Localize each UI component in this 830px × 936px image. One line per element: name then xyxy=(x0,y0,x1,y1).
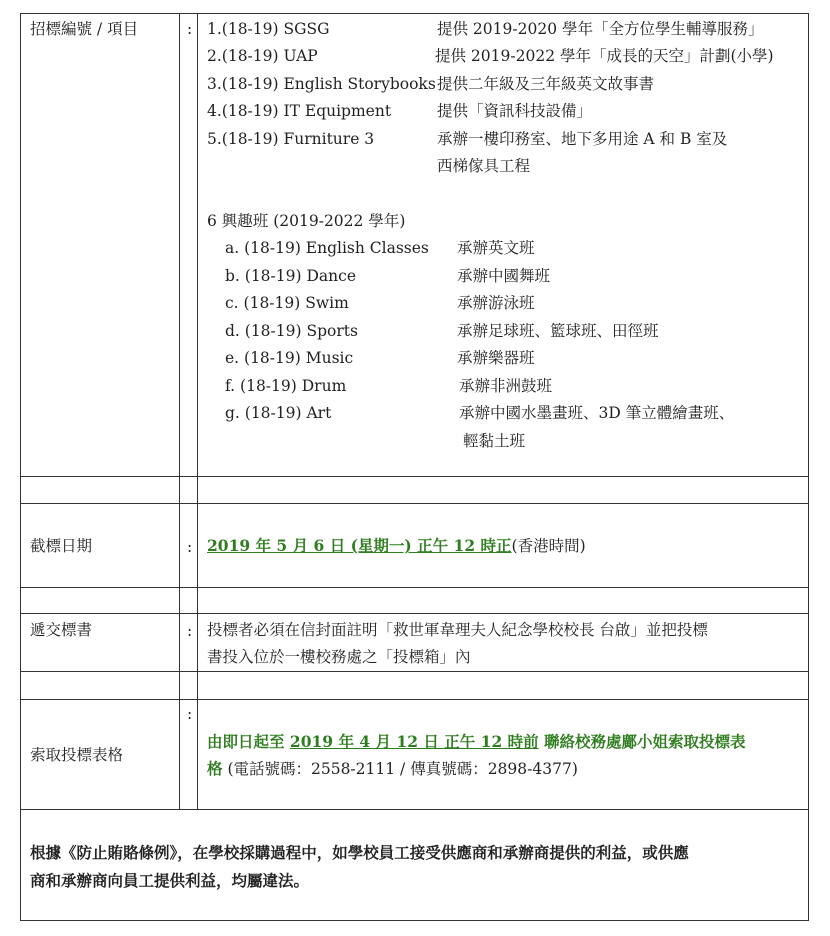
item-desc: 承辦一樓印務室、地下多用途 A 和 B 室及 xyxy=(437,130,728,148)
item-desc-continued: 西梯傢具工程 xyxy=(437,157,531,175)
deadline-colon: : xyxy=(187,538,193,556)
deadline-label: 截標日期 xyxy=(30,537,93,555)
item-code: 1.(18-19) SGSG xyxy=(207,20,330,38)
deadline-timezone: (香港時間) xyxy=(511,537,586,555)
forms-colon: : xyxy=(187,705,193,723)
forms-line2 xyxy=(207,759,578,779)
anti-bribery-notice-line2: 商和承辦商向員工提供利益，均屬違法。 xyxy=(30,871,310,890)
class-desc: 承辦英文班 xyxy=(457,239,535,257)
class-code: d. (18-19) Sports xyxy=(225,322,358,340)
forms-label: 索取投標表格 xyxy=(30,746,124,764)
submit-instructions-line2: 書投入位於一樓校務處之「投標箱」內 xyxy=(207,648,471,666)
class-desc-continued: 輕黏土班 xyxy=(463,432,526,450)
item-desc: 提供 2019-2020 學年「全方位學生輔導服務」 xyxy=(437,20,764,38)
forms-prefix: 由即日起至 xyxy=(207,732,290,751)
item-code: 5.(18-19) Furniture 3 xyxy=(207,130,375,148)
class-code: e. (18-19) Music xyxy=(225,349,354,367)
interest-classes-title: 6 興趣班 (2019-2022 學年) xyxy=(207,212,406,230)
item-code: 4.(18-19) IT Equipment xyxy=(207,102,392,120)
column-divider xyxy=(197,14,198,809)
anti-bribery-notice-line1: 根據《防止賄賂條例》，在學校採購過程中，如學校員工接受供應商和承辦商提供的利益，或供應 xyxy=(30,843,689,862)
row-divider xyxy=(21,587,808,588)
class-desc: 承辦樂器班 xyxy=(457,349,535,367)
item-desc: 提供二年級及三年級英文故事書 xyxy=(437,75,655,93)
row-divider xyxy=(21,613,808,614)
row-divider xyxy=(21,699,808,700)
class-desc: 承辦中國舞班 xyxy=(457,267,551,285)
class-code: a. (18-19) English Classes xyxy=(225,239,429,257)
forms-contact: 聯絡校務處鄺小姐索取投標表 xyxy=(538,732,746,751)
item-desc: 提供 2019-2022 學年「成長的天空」計劃(小學) xyxy=(435,47,774,65)
deadline-value xyxy=(207,536,586,556)
class-desc: 承辦非洲鼓班 xyxy=(459,377,553,395)
class-desc: 承辦足球班、籃球班、田徑班 xyxy=(457,322,659,340)
class-code: c. (18-19) Swim xyxy=(225,294,349,312)
item-code: 2.(18-19) UAP xyxy=(207,47,318,65)
forms-deadline-date: 2019 年 4 月 12 日 正午 12 時前 xyxy=(289,732,539,751)
submit-instructions-line1: 投標者必須在信封面註明「救世軍韋理夫人紀念學校校長 台啟」並把投標 xyxy=(207,621,708,639)
row-divider xyxy=(21,809,808,810)
tender-table xyxy=(20,13,809,921)
submit-colon: : xyxy=(187,622,193,640)
forms-phone-fax: (電話號碼：2558-2111 / 傳真號碼：2898-4377) xyxy=(222,760,578,778)
class-code: f. (18-19) Drum xyxy=(225,377,347,395)
deadline-date: 2019 年 5 月 6 日 (星期一) 正午 12 時正 xyxy=(207,536,512,555)
submit-label: 遞交標書 xyxy=(30,621,93,639)
class-code: g. (18-19) Art xyxy=(225,404,332,422)
forms-line1 xyxy=(207,732,746,752)
class-desc: 承辦中國水墨畫班、3D 筆立體繪畫班、 xyxy=(459,404,735,422)
forms-contact-end: 格 xyxy=(207,759,223,778)
items-label: 招標編號 / 項目 xyxy=(30,20,139,38)
row-divider xyxy=(21,503,808,504)
column-divider xyxy=(179,14,180,809)
class-desc: 承辦游泳班 xyxy=(457,294,535,312)
class-code: b. (18-19) Dance xyxy=(225,267,356,285)
row-divider xyxy=(21,671,808,672)
row-divider xyxy=(21,476,808,477)
item-code: 3.(18-19) English Storybooks xyxy=(207,75,436,93)
item-desc: 提供「資訊科技設備」 xyxy=(437,102,593,120)
items-colon: : xyxy=(187,20,193,38)
